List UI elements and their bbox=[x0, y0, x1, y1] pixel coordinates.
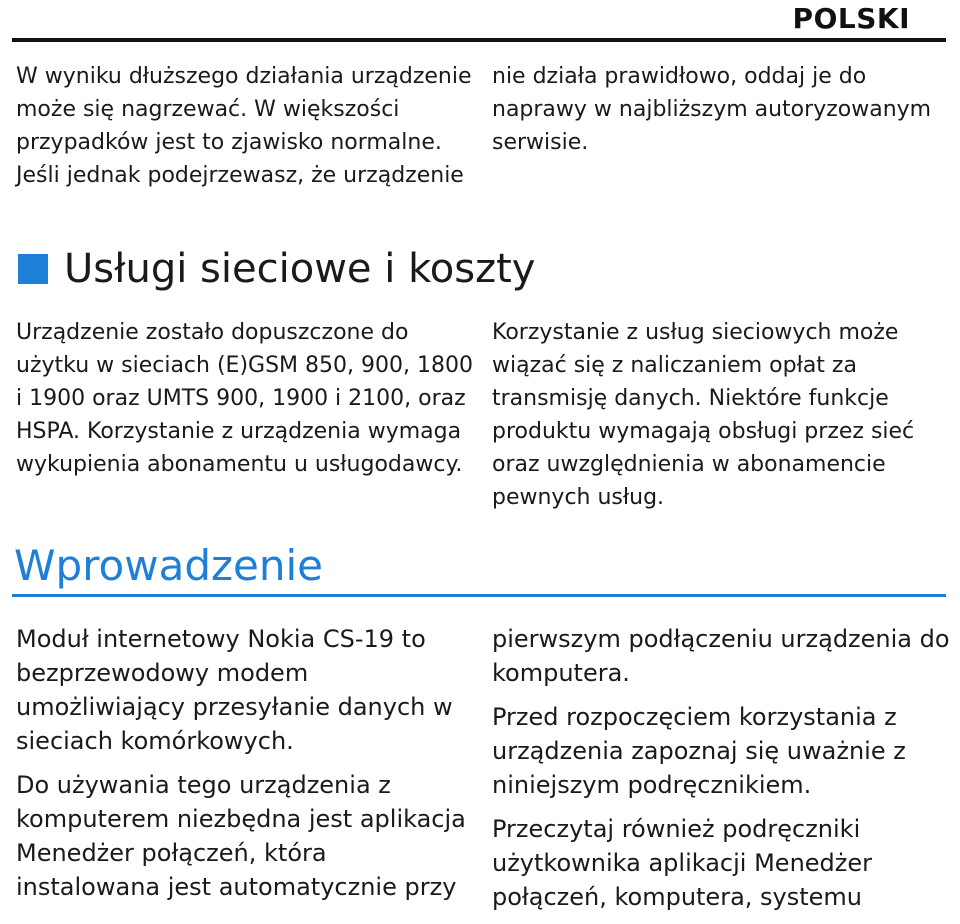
header-divider bbox=[12, 38, 946, 42]
top-right-text bbox=[492, 60, 952, 159]
chapter-heading-introduction: Wprowadzenie bbox=[14, 541, 323, 590]
intro-right-paragraph-2: Przed rozpoczęciem korzystania z urządzenia zapoznaj się uważnie z niniejszym podręcznikiem. bbox=[492, 703, 906, 799]
network-left-paragraph: Urządzenie zostało dopuszczone do użytku w sieciach (E)GSM 850, 900, 1800 i 1900 oraz UMTS 900, 1900 i 2100, oraz HSPA. Korzystanie z urządzenia wymaga wykupienia abonamentu u usługodawcy. bbox=[16, 320, 473, 477]
top-right-paragraph: nie działa prawidłowo, oddaj je do naprawy w najbliższym autoryzowanym serwisie. bbox=[492, 64, 932, 155]
network-right-paragraph: Korzystanie z usług sieciowych może wiązać się z naliczaniem opłat za transmisję danych. Niektóre funkcje produktu wymagają obsługi przez sieć oraz uwzględnienia w abonamencie pewnych usług. bbox=[492, 320, 915, 510]
intro-right-text bbox=[492, 622, 952, 924]
section-heading-network-text: Usługi sieciowe i koszty bbox=[64, 246, 536, 292]
intro-left-text bbox=[16, 622, 476, 914]
network-left-text bbox=[16, 316, 476, 481]
network-right-text bbox=[492, 316, 952, 514]
intro-left-paragraph-1: Moduł internetowy Nokia CS-19 to bezprzewodowy modem umożliwiający przesyłanie danych w sieciach komórkowych. bbox=[16, 625, 453, 755]
section-marker-square bbox=[18, 254, 48, 284]
section-heading-network bbox=[18, 242, 535, 296]
intro-right-paragraph-3: Przeczytaj również podręczniki użytkownika aplikacji Menedżer połączeń, komputera, systemu bbox=[492, 815, 873, 911]
top-left-paragraph: W wyniku dłuższego działania urządzenie może się nagrzewać. W większości przypadków jest to zjawisko normalne. Jeśli jednak podejrzewasz, że urządzenie bbox=[16, 64, 472, 188]
intro-right-paragraph-1: pierwszym podłączeniu urządzenia do komputera. bbox=[492, 625, 950, 687]
page-language-label: POLSKI bbox=[792, 2, 910, 35]
top-left-text bbox=[16, 60, 476, 192]
intro-left-paragraph-2: Do używania tego urządzenia z komputerem niezbędna jest aplikacja Menedżer połączeń, która instalowana jest automatycznie przy bbox=[16, 771, 466, 901]
chapter-heading-underline bbox=[12, 594, 946, 597]
